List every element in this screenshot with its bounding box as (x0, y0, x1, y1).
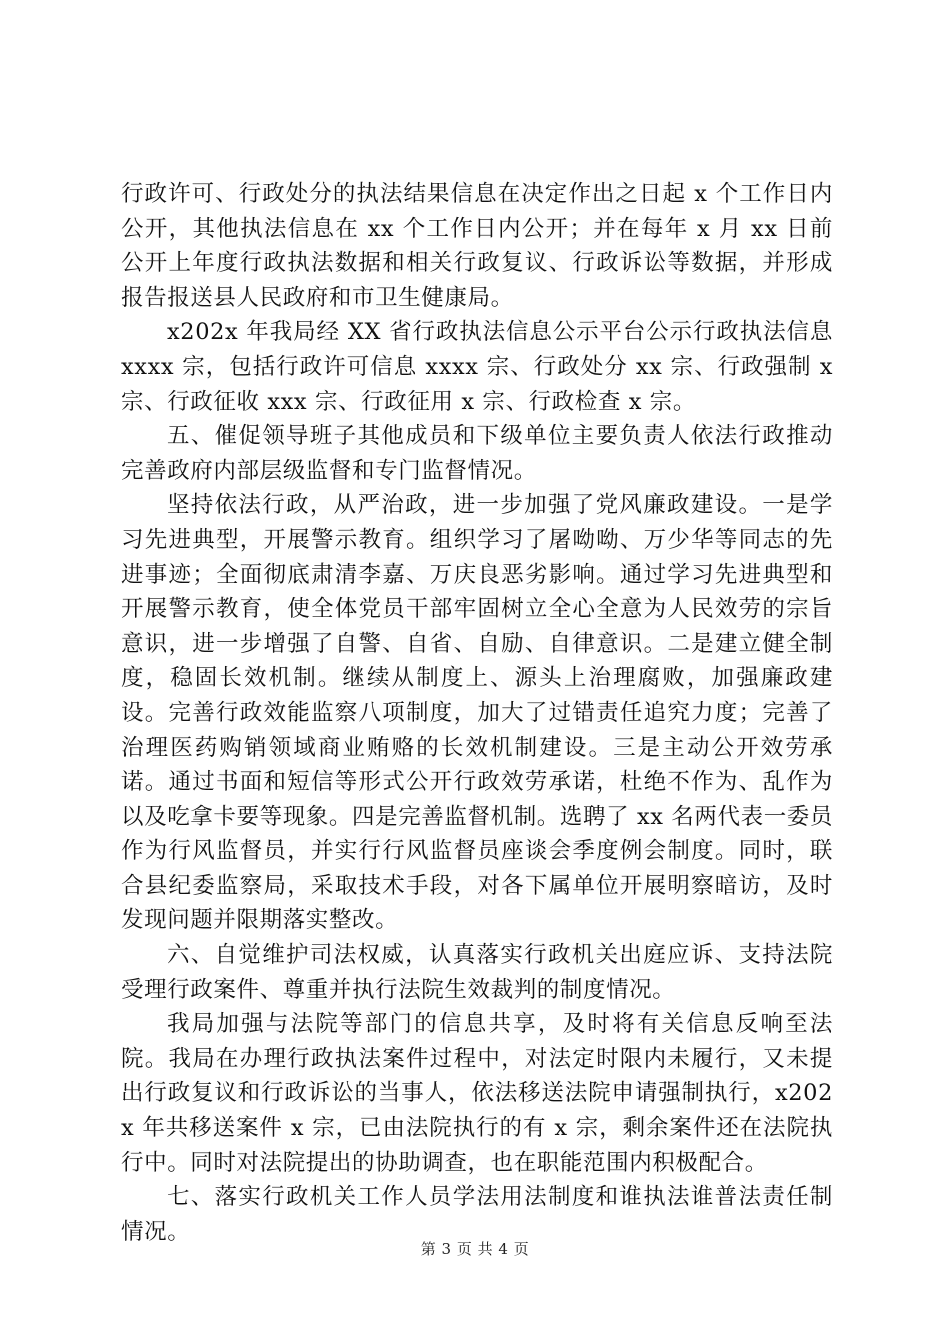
paragraph-integrity-building: 坚持依法行政，从严治政，进一步加强了党风廉政建设。一是学习先进典型，开展警示教育。组织学习了屠呦呦、万少华等同志的先进事迹；全面彻底肃清李嘉、万庆良恶劣影响。通过学习先进典型和开展警示教育，使全体党员干部牢固树立全心全意为人民效劳的宗旨意识，进一步增强了自警、自省、自励、自律意识。二是建立健全制度，稳固长效机制。继续从制度上、源头上治理腐败，加强廉政建设。完善行政效能监察八项制度，加大了过错责任追究力度；完善了治理医药购销领域商业贿赂的长效机制建设。三是主动公开效劳承诺。通过书面和短信等形式公开行政效劳承诺，杜绝不作为、乱作为以及吃拿卡要等现象。四是完善监督机制。选聘了 xx 名两代表一委员作为行风监督员，并实行行风监督员座谈会季度例会制度。同时，联合县纪委监察局，采取技术手段，对各下属单位开展明察暗访，及时发现问题并限期落实整改。 (121, 492, 833, 934)
paragraph-publicity-stats: x202x 年我局经 XX 省行政执法信息公示平台公示行政执法信息 xxxx 宗，包括行政许可信息 xxxx 宗、行政处分 xx 宗、行政强制 x 宗、行政征收 xxx 宗、行政征用 x 宗、行政检查 x 宗。 (121, 319, 833, 415)
page-footer: 第 3 页 共 4 页 (420, 1240, 530, 1258)
paragraph-continuation: 行政许可、行政处分的执法结果信息在决定作出之日起 x 个工作日内公开，其他执法信息在 xx 个工作日内公开；并在每年 x 月 xx 日前公开上年度行政执法数据和相关行政复议、行政诉讼等数据，并形成报告报送县人民政府和市卫生健康局。 (121, 181, 833, 311)
section-heading-5: 五、催促领导班子其他成员和下级单位主要负责人依法行政推动完善政府内部层级监督和专门监督情况。 (121, 423, 833, 484)
document-body (121, 177, 833, 1249)
section-heading-7: 七、落实行政机关工作人员学法用法制度和谁执法谁普法责任制情况。 (121, 1184, 833, 1245)
section-heading-6: 六、自觉维护司法权威，认真落实行政机关出庭应诉、支持法院受理行政案件、尊重并执行法院生效裁判的制度情况。 (121, 942, 833, 1003)
paragraph-court-cooperation: 我局加强与法院等部门的信息共享，及时将有关信息反响至法院。我局在办理行政执法案件过程中，对法定时限内未履行，又未提出行政复议和行政诉讼的当事人，依法移送法院申请强制执行，x202x 年共移送案件 x 宗，已由法院执行的有 x 宗，剩余案件还在法院执行中。同时对法院提出的协助调查，也在职能范围内积极配合。 (121, 1011, 833, 1176)
